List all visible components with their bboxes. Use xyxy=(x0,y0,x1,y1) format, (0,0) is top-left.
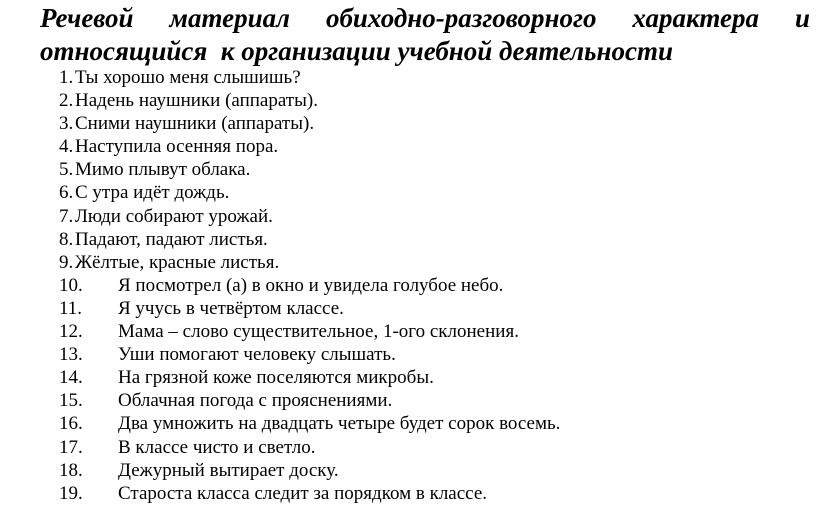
document-title xyxy=(40,2,810,68)
item-number: 14. xyxy=(59,367,83,389)
list-item xyxy=(59,135,560,158)
item-text: Облачная погода с прояснениями. xyxy=(118,390,393,412)
phrase-list xyxy=(59,66,560,505)
item-text: Я учусь в четвёртом классе. xyxy=(118,297,344,319)
list-item xyxy=(59,158,560,181)
item-number: 12. xyxy=(59,321,83,343)
list-item xyxy=(59,66,560,89)
item-text: Староста класса следит за порядком в классе. xyxy=(118,482,488,504)
item-text: Наступила осенняя пора. xyxy=(75,136,279,158)
list-item xyxy=(59,181,560,204)
list-item xyxy=(59,320,560,343)
item-text: Ты хорошо меня слышишь? xyxy=(75,67,301,88)
list-item xyxy=(59,205,560,228)
item-number: 13. xyxy=(59,344,83,366)
item-number: 8. xyxy=(59,228,74,250)
item-number: 11. xyxy=(59,297,83,319)
item-text: На грязной коже поселяются микробы. xyxy=(118,367,434,389)
item-number: 19. xyxy=(59,482,83,504)
item-number: 9. xyxy=(59,251,74,273)
item-number: 6. xyxy=(59,182,74,204)
list-item xyxy=(59,89,560,112)
item-number: 7. xyxy=(59,205,74,227)
list-item xyxy=(59,436,560,459)
item-number: 1. xyxy=(59,67,74,88)
item-number: 2. xyxy=(59,90,74,112)
item-text: Сними наушники (аппараты). xyxy=(75,113,315,135)
item-text: Мама – слово существительное, 1-ого склонения. xyxy=(118,321,519,343)
title-line-2: относящийся к организации учебной деятельности xyxy=(40,36,673,66)
item-text: Люди собирают урожай. xyxy=(75,205,273,227)
list-item xyxy=(59,459,560,482)
item-text: Падают, падают листья. xyxy=(75,228,268,250)
list-item xyxy=(59,274,560,297)
item-text: Надень наушники (аппараты). xyxy=(75,90,318,112)
item-text: С утра идёт дождь. xyxy=(75,182,230,204)
list-item xyxy=(59,343,560,366)
item-text: Дежурный вытирает доску. xyxy=(118,459,339,481)
list-item xyxy=(59,366,560,389)
item-text: Два умножить на двадцать четыре будет сорок восемь. xyxy=(118,413,561,435)
item-text: Мимо плывут облака. xyxy=(75,159,251,181)
item-text: Я посмотрел (а) в окно и увидела голубое небо. xyxy=(118,274,504,296)
item-number: 5. xyxy=(59,159,74,181)
title-line-1: Речевой материал обиходно-разговорного характера и xyxy=(40,3,810,33)
item-number: 17. xyxy=(59,436,83,458)
item-number: 18. xyxy=(59,459,83,481)
list-item xyxy=(59,228,560,251)
item-number: 4. xyxy=(59,136,74,158)
list-item xyxy=(59,389,560,412)
list-item xyxy=(59,297,560,320)
list-item xyxy=(59,112,560,135)
item-number: 10. xyxy=(59,274,83,296)
item-text: Жёлтые, красные листья. xyxy=(75,251,280,273)
list-item xyxy=(59,482,560,505)
item-text: Уши помогают человеку слышать. xyxy=(118,344,396,366)
item-number: 16. xyxy=(59,413,83,435)
list-item xyxy=(59,412,560,435)
item-text: В классе чисто и светло. xyxy=(118,436,316,458)
item-number: 15. xyxy=(59,390,83,412)
item-number: 3. xyxy=(59,113,74,135)
list-item xyxy=(59,251,560,274)
